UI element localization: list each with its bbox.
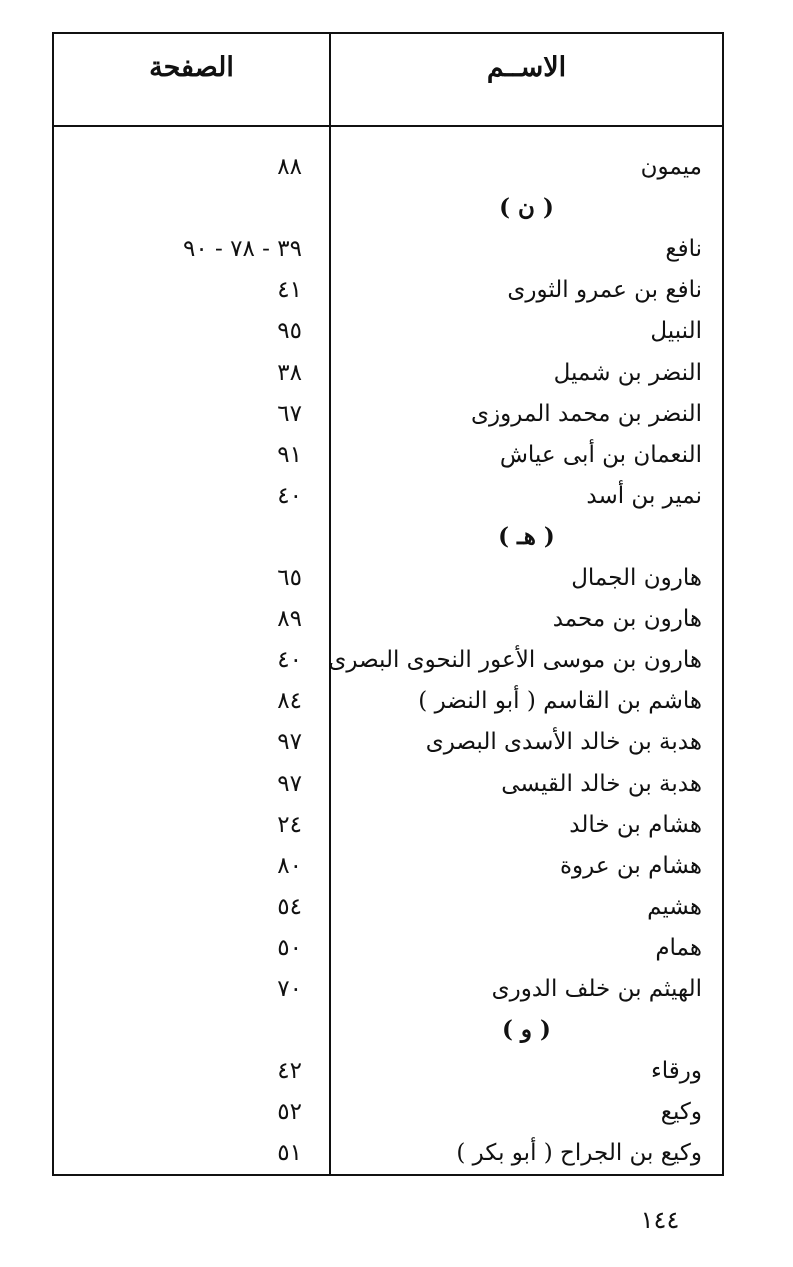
page-column-header: الصفحة [149, 52, 234, 83]
index-row [0, 851, 793, 881]
index-row [0, 358, 793, 388]
entry-page-refs: ٤٠ [277, 483, 302, 509]
entry-name: ميمون [640, 154, 702, 180]
entry-page-refs: ٦٥ [277, 565, 302, 591]
index-row [0, 892, 793, 922]
entry-name: هاشم بن القاسم ( أبو النضر ) [418, 688, 702, 714]
index-row [0, 275, 793, 305]
index-row [0, 686, 793, 716]
index-row [0, 234, 793, 264]
index-row [0, 316, 793, 346]
index-row [0, 1097, 793, 1127]
entry-page-refs: ٥٢ [277, 1099, 302, 1125]
entry-name: وكيع بن الجراح ( أبو بكر ) [456, 1140, 702, 1166]
entry-name: النعمان بن أبى عياش [499, 442, 702, 468]
entry-page-refs: ٢٤ [277, 812, 302, 838]
index-row [0, 481, 793, 511]
entry-name: هارون الجمال [571, 565, 702, 591]
entry-name: النضر بن شميل [553, 360, 702, 386]
index-row [0, 604, 793, 634]
entry-name: نافع [665, 236, 702, 262]
index-row [0, 1056, 793, 1086]
entry-name: وكيع [660, 1099, 702, 1125]
entry-page-refs: ٨٤ [277, 688, 302, 714]
entry-name: الهيثم بن خلف الدورى [491, 976, 702, 1002]
entry-page-refs: ٥١ [277, 1140, 302, 1166]
entry-name: هشام بن خالد [569, 812, 702, 838]
entry-page-refs: ٥٠ [277, 935, 302, 961]
index-row [0, 933, 793, 963]
entry-page-refs: ٩١ [277, 442, 302, 468]
index-row [0, 727, 793, 757]
index-row [0, 152, 793, 182]
entry-page-refs: ٤١ [277, 277, 302, 303]
index-row [0, 974, 793, 1004]
entry-name: هشيم [647, 894, 702, 920]
entry-page-refs: ٨٨ [277, 154, 302, 180]
entry-name: هشام بن عروة [560, 853, 702, 879]
entry-name: نافع بن عمرو الثورى [507, 277, 702, 303]
index-row [0, 1138, 793, 1168]
section-letter-heading: ( هـ ) [498, 523, 555, 550]
entry-page-refs: ٦٧ [277, 401, 302, 427]
name-column-header: الاســم [486, 52, 567, 83]
index-row [0, 645, 793, 675]
entry-page-refs: ٧٠ [277, 976, 302, 1002]
index-row [0, 440, 793, 470]
entry-name: نمير بن أسد [586, 483, 702, 509]
entry-page-refs: ٣٩ - ٧٨ - ٩٠ [183, 236, 302, 262]
section-letter-heading: ( و ) [502, 1016, 551, 1043]
section-letter-heading: ( ن ) [499, 194, 554, 221]
entry-name: ورقاء [650, 1058, 702, 1084]
entry-page-refs: ٣٨ [277, 360, 302, 386]
page-number: ١٤٤ [640, 1206, 680, 1234]
index-row [0, 563, 793, 593]
index-row [0, 810, 793, 840]
entry-page-refs: ٩٧ [277, 771, 302, 797]
entry-name: النبيل [650, 318, 702, 344]
entry-name: هارون بن محمد [552, 606, 702, 632]
index-row [0, 399, 793, 429]
entry-page-refs: ٩٧ [277, 729, 302, 755]
entry-name: هدبة بن خالد القيسى [501, 771, 702, 797]
entry-name: هدبة بن خالد الأسدى البصرى [425, 729, 702, 755]
entry-page-refs: ٨٩ [277, 606, 302, 632]
entry-page-refs: ٤٠ [277, 647, 302, 673]
entry-page-refs: ٤٢ [277, 1058, 302, 1084]
index-row [0, 769, 793, 799]
entry-name: هارون بن موسى الأعور النحوى البصرى [328, 647, 702, 673]
header-divider [52, 125, 724, 127]
entry-page-refs: ٥٤ [277, 894, 302, 920]
entry-name: النضر بن محمد المروزى [471, 401, 702, 427]
entry-page-refs: ٨٠ [277, 853, 302, 879]
entry-page-refs: ٩٥ [277, 318, 302, 344]
entry-name: همام [655, 935, 702, 961]
